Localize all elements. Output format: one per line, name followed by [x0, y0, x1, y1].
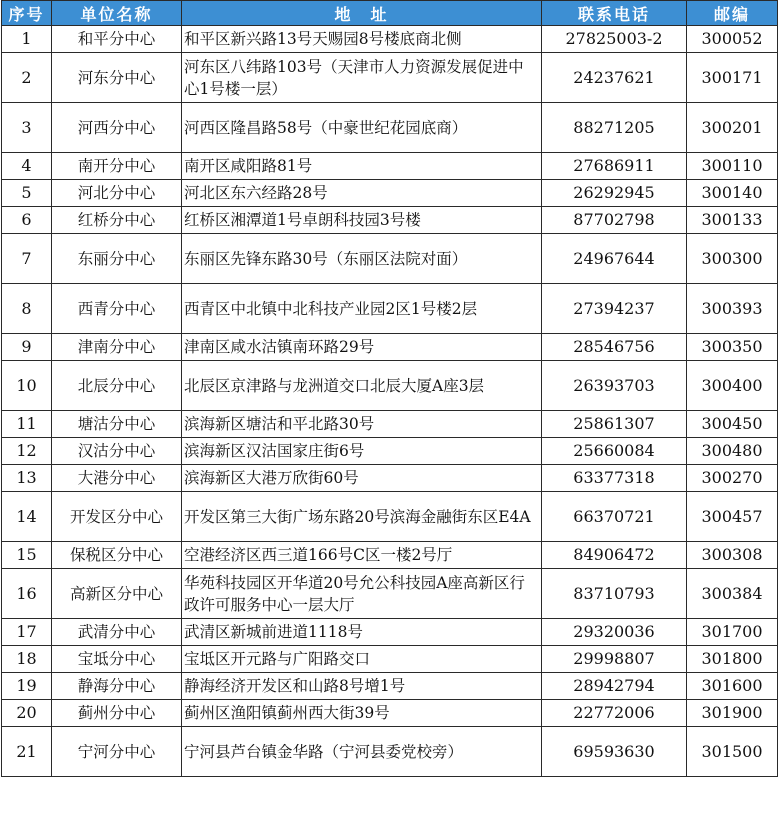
row-unit-name: 和平分中心	[52, 26, 182, 53]
row-index: 9	[2, 334, 52, 361]
table-row	[2, 284, 778, 334]
table-row	[2, 438, 778, 465]
row-unit-name: 宁河分中心	[52, 727, 182, 777]
row-unit-name: 蓟州分中心	[52, 700, 182, 727]
row-address: 河西区隆昌路58号（中豪世纪花园底商）	[182, 103, 542, 153]
row-zip: 300400	[687, 361, 778, 411]
row-unit-name: 汉沽分中心	[52, 438, 182, 465]
row-unit-name: 武清分中心	[52, 619, 182, 646]
row-zip: 300480	[687, 438, 778, 465]
row-index: 3	[2, 103, 52, 153]
row-phone: 29320036	[542, 619, 687, 646]
row-unit-name: 河东分中心	[52, 53, 182, 103]
row-address: 华苑科技园区开华道20号允公科技园A座高新区行政许可服务中心一层大厅	[182, 569, 542, 619]
row-zip: 301600	[687, 673, 778, 700]
row-address: 滨海新区塘沽和平北路30号	[182, 411, 542, 438]
row-index: 16	[2, 569, 52, 619]
header-row	[2, 1, 778, 26]
row-index: 15	[2, 542, 52, 569]
row-address: 东丽区先锋东路30号（东丽区法院对面）	[182, 234, 542, 284]
table-row	[2, 619, 778, 646]
row-zip: 300270	[687, 465, 778, 492]
row-phone: 22772006	[542, 700, 687, 727]
row-address: 红桥区湘潭道1号卓朗科技园3号楼	[182, 207, 542, 234]
row-index: 20	[2, 700, 52, 727]
row-phone: 28546756	[542, 334, 687, 361]
table-row	[2, 180, 778, 207]
row-unit-name: 津南分中心	[52, 334, 182, 361]
row-index: 6	[2, 207, 52, 234]
header-unit-name: 单位名称	[52, 1, 182, 26]
row-unit-name: 河西分中心	[52, 103, 182, 153]
row-index: 18	[2, 646, 52, 673]
row-zip: 300140	[687, 180, 778, 207]
row-index: 1	[2, 26, 52, 53]
row-address: 和平区新兴路13号天赐园8号楼底商北侧	[182, 26, 542, 53]
row-address: 蓟州区渔阳镇蓟州西大街39号	[182, 700, 542, 727]
row-zip: 301700	[687, 619, 778, 646]
row-phone: 27686911	[542, 153, 687, 180]
row-phone: 24967644	[542, 234, 687, 284]
row-address: 河北区东六经路28号	[182, 180, 542, 207]
row-zip: 300308	[687, 542, 778, 569]
table-row	[2, 361, 778, 411]
table-row	[2, 334, 778, 361]
row-zip: 300300	[687, 234, 778, 284]
row-index: 14	[2, 492, 52, 542]
row-phone: 69593630	[542, 727, 687, 777]
table-row	[2, 411, 778, 438]
service-center-table	[1, 0, 778, 777]
row-unit-name: 东丽分中心	[52, 234, 182, 284]
row-index: 13	[2, 465, 52, 492]
row-address: 宝坻区开元路与广阳路交口	[182, 646, 542, 673]
row-address: 武清区新城前进道1118号	[182, 619, 542, 646]
row-unit-name: 静海分中心	[52, 673, 182, 700]
row-phone: 24237621	[542, 53, 687, 103]
row-phone: 29998807	[542, 646, 687, 673]
row-zip: 300457	[687, 492, 778, 542]
row-zip: 300350	[687, 334, 778, 361]
row-address: 宁河县芦台镇金华路（宁河县委党校旁）	[182, 727, 542, 777]
table-row	[2, 103, 778, 153]
row-unit-name: 西青分中心	[52, 284, 182, 334]
row-address: 津南区咸水沽镇南环路29号	[182, 334, 542, 361]
row-unit-name: 保税区分中心	[52, 542, 182, 569]
row-unit-name: 南开分中心	[52, 153, 182, 180]
table-row	[2, 234, 778, 284]
row-index: 4	[2, 153, 52, 180]
row-phone: 87702798	[542, 207, 687, 234]
row-zip: 300133	[687, 207, 778, 234]
row-unit-name: 北辰分中心	[52, 361, 182, 411]
row-index: 17	[2, 619, 52, 646]
row-phone: 25660084	[542, 438, 687, 465]
row-address: 滨海新区大港万欣街60号	[182, 465, 542, 492]
row-phone: 26292945	[542, 180, 687, 207]
row-phone: 25861307	[542, 411, 687, 438]
row-phone: 66370721	[542, 492, 687, 542]
row-unit-name: 红桥分中心	[52, 207, 182, 234]
row-phone: 26393703	[542, 361, 687, 411]
row-index: 5	[2, 180, 52, 207]
header-phone: 联系电话	[542, 1, 687, 26]
row-unit-name: 宝坻分中心	[52, 646, 182, 673]
row-address: 南开区咸阳路81号	[182, 153, 542, 180]
row-phone: 83710793	[542, 569, 687, 619]
row-zip: 300393	[687, 284, 778, 334]
row-unit-name: 河北分中心	[52, 180, 182, 207]
row-address: 河东区八纬路103号（天津市人力资源发展促进中心1号楼一层）	[182, 53, 542, 103]
row-index: 7	[2, 234, 52, 284]
row-unit-name: 塘沽分中心	[52, 411, 182, 438]
row-zip: 301500	[687, 727, 778, 777]
row-phone: 84906472	[542, 542, 687, 569]
row-index: 10	[2, 361, 52, 411]
row-zip: 300110	[687, 153, 778, 180]
header-address: 地 址	[182, 1, 542, 26]
row-zip: 300171	[687, 53, 778, 103]
row-address: 空港经济区西三道166号C区一楼2号厅	[182, 542, 542, 569]
table-row	[2, 153, 778, 180]
row-phone: 27394237	[542, 284, 687, 334]
row-zip: 300201	[687, 103, 778, 153]
row-phone: 63377318	[542, 465, 687, 492]
row-index: 11	[2, 411, 52, 438]
row-index: 21	[2, 727, 52, 777]
row-address: 开发区第三大街广场东路20号滨海金融街东区E4A	[182, 492, 542, 542]
table-row	[2, 673, 778, 700]
table-row	[2, 542, 778, 569]
table-row	[2, 700, 778, 727]
row-zip: 300450	[687, 411, 778, 438]
row-zip: 300384	[687, 569, 778, 619]
row-address: 北辰区京津路与龙洲道交口北辰大厦A座3层	[182, 361, 542, 411]
table-row	[2, 727, 778, 777]
row-address: 西青区中北镇中北科技产业园2区1号楼2层	[182, 284, 542, 334]
table-row	[2, 53, 778, 103]
table-row	[2, 26, 778, 53]
row-zip: 301800	[687, 646, 778, 673]
row-index: 19	[2, 673, 52, 700]
row-phone: 28942794	[542, 673, 687, 700]
row-unit-name: 高新区分中心	[52, 569, 182, 619]
row-zip: 301900	[687, 700, 778, 727]
row-index: 8	[2, 284, 52, 334]
table-row	[2, 569, 778, 619]
table-row	[2, 207, 778, 234]
row-phone: 88271205	[542, 103, 687, 153]
row-address: 静海经济开发区和山路8号增1号	[182, 673, 542, 700]
row-phone: 27825003-2	[542, 26, 687, 53]
header-index: 序号	[2, 1, 52, 26]
row-address: 滨海新区汉沽国家庄街6号	[182, 438, 542, 465]
table-row	[2, 465, 778, 492]
row-unit-name: 大港分中心	[52, 465, 182, 492]
row-unit-name: 开发区分中心	[52, 492, 182, 542]
row-index: 12	[2, 438, 52, 465]
row-index: 2	[2, 53, 52, 103]
row-zip: 300052	[687, 26, 778, 53]
table-body	[2, 26, 778, 777]
table-row	[2, 492, 778, 542]
table-row	[2, 646, 778, 673]
header-zip: 邮编	[687, 1, 778, 26]
